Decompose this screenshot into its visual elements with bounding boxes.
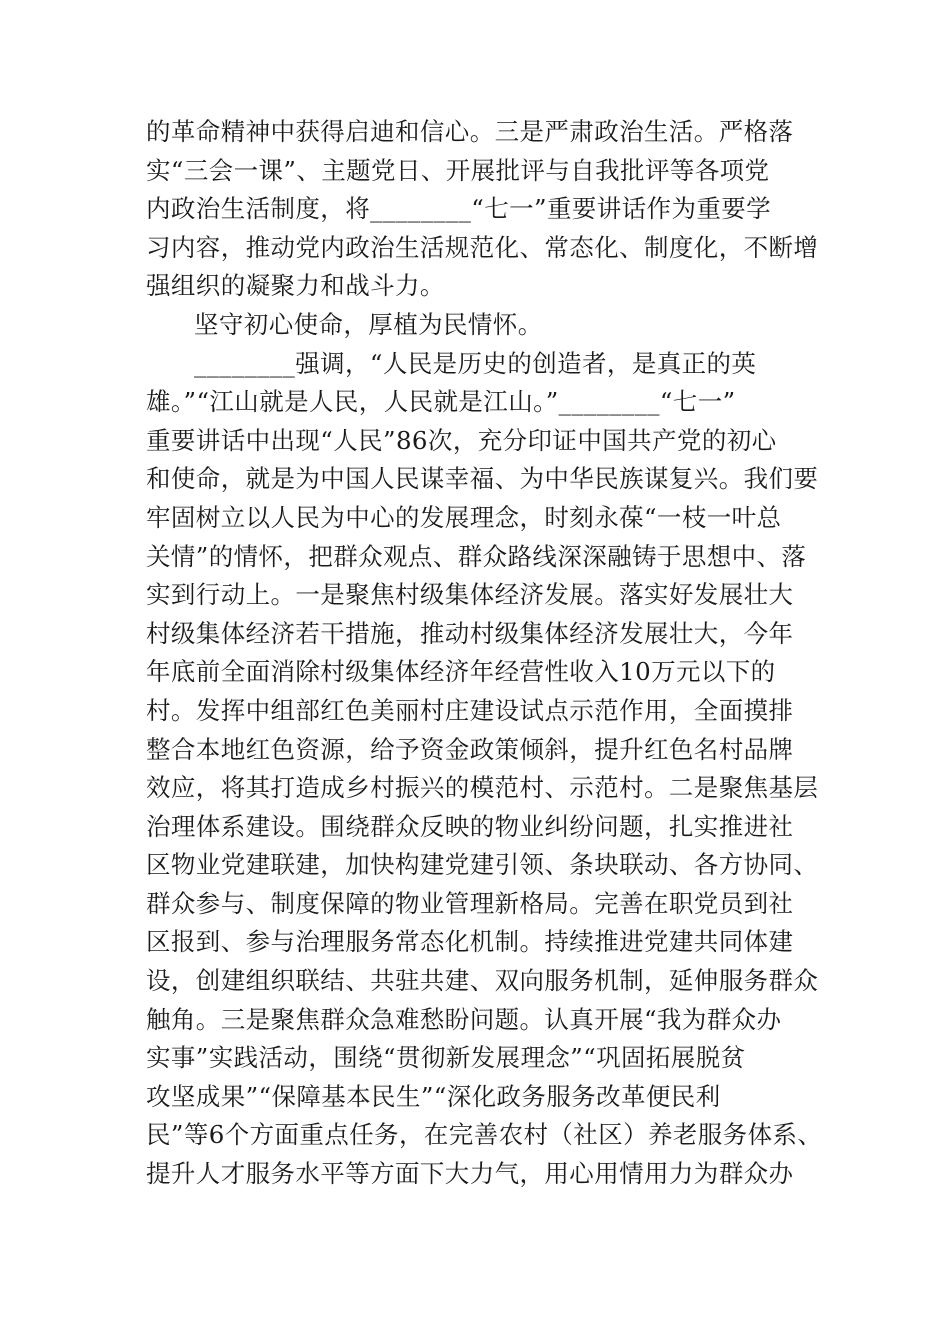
text-line: 的革命精神中获得启迪和信心。三是严肃政治生活。严格落 — [146, 117, 794, 146]
text-line: 村。发挥中组部红色美丽村庄建设试点示范作用，全面摸排 — [146, 695, 794, 725]
text-line: 攻坚成果”“保障基本民生”“深化政务服务改革便民利 — [146, 1081, 721, 1111]
text-line: 治理体系建设。围绕群众反映的物业纠纷问题，扎实推进社 — [146, 811, 794, 841]
text-line: 雄。”“江山就是人民，人民就是江山。”________“七一” — [146, 387, 736, 417]
text-line: 和使命，就是为中国人民谋幸福、为中华民族谋复兴。我们要 — [146, 464, 819, 494]
text-line: 重要讲话中出现“人民”86次，充分印证中国共产党的初心 — [146, 425, 777, 455]
text-line: 牢固树立以人民为中心的发展理念，时刻永葆“一枝一叶总 — [146, 502, 782, 532]
text-line: 区报到、参与治理服务常态化机制。持续推进党建共同体建 — [146, 927, 794, 957]
section-heading: 坚守初心使命，厚植为民情怀。 — [194, 309, 543, 339]
text-line: 实事”实践活动，围绕“贯彻新发展理念”“巩固拓展脱贫 — [146, 1043, 746, 1073]
text-line: 区物业党建联建，加快构建党建引领、条块联动、各方协同、 — [146, 850, 819, 880]
text-line: 内政治生活制度，将________“七一”重要讲话作为重要学 — [146, 194, 772, 224]
text-line: 村级集体经济若干措施，推动村级集体经济发展壮大，今年 — [146, 618, 794, 648]
text-line: 强组织的凝聚力和战斗力。 — [146, 271, 445, 301]
text-line: 年底前全面消除村级集体经济年经营性收入10万元以下的 — [146, 657, 776, 687]
text-line: 整合本地红色资源，给予资金政策倾斜，提升红色名村品牌 — [146, 734, 794, 764]
document-body — [146, 113, 823, 1194]
text-line: 效应，将其打造成乡村振兴的模范村、示范村。二是聚焦基层 — [146, 773, 819, 803]
text-line: 群众参与、制度保障的物业管理新格局。完善在职党员到社 — [146, 888, 794, 918]
text-line: 实“三会一课”、主题党日、开展批评与自我批评等各项党 — [146, 155, 770, 185]
text-line: 触角。三是聚焦群众急难愁盼问题。认真开展“我为群众办 — [146, 1004, 782, 1034]
text-line: 习内容，推动党内政治生活规范化、常态化、制度化，不断增 — [146, 232, 819, 262]
text-line: 关情”的情怀，把群众观点、群众路线深深融铸于思想中、落 — [146, 541, 807, 571]
text-line: 民”等6个方面重点任务，在完善农村（社区）养老服务体系、 — [146, 1120, 823, 1150]
text-line: 设，创建组织联结、共驻共建、双向服务机制，延伸服务群众 — [146, 966, 819, 996]
text-line: 提升人才服务水平等方面下大力气，用心用情用力为群众办 — [146, 1159, 794, 1189]
text-line: 实到行动上。一是聚焦村级集体经济发展。落实好发展壮大 — [146, 580, 794, 610]
text-line: ________强调，“人民是历史的创造者，是真正的英 — [194, 348, 757, 378]
